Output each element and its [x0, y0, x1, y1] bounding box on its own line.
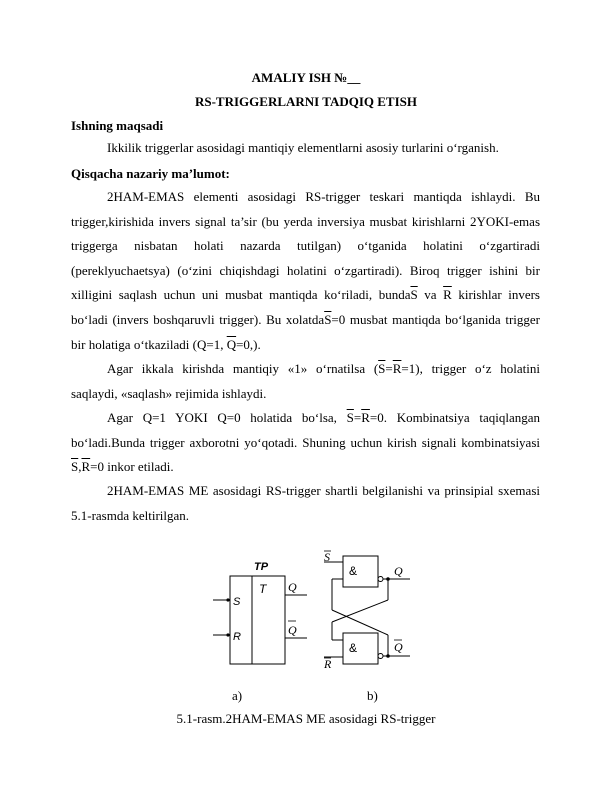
- p2-text-a: Agar ikkala kirishda mantiqiy «1» o‘rnatilsa (: [107, 361, 379, 376]
- p1-s-bar-2: $\overline{S}$: [324, 311, 332, 327]
- p1-text-a: 2HAM-EMAS elementi asosidagi RS-trigger teskari mantiqda ishlaydi. Bu trigger,kirishida invers signal ta’sir (bu yerda inversiya musbat kirishlarni 2YOKI-emas triggerga nisbatan holati nazarda tutilgan) o‘tganida holatini o‘zgartiradi (pereklyuchaetsya) (o‘zini chiqishdagi holatini o‘zgartiradi). Biroq trigger ishini bir xilligini saqlash uchun uni musbat mantiqda ko‘riladi, bunda: [71, 189, 540, 303]
- doc-subtitle: RS-TRIGGERLARNI TADQIQ ETISH: [194, 94, 417, 109]
- theory-paragraph-4: 2HAM-EMAS ME asosidagi RS-trigger shartli belgilanishi va prinsipial sxemasi 5.1-rasmda keltirilgan.: [71, 483, 540, 523]
- scheme-q-label: Q: [394, 564, 403, 578]
- symbol-r-label: R: [233, 631, 241, 643]
- scheme-r-bar-label: R: [324, 657, 332, 671]
- figure-label-b: b): [367, 688, 378, 703]
- symbol-t-label: T: [259, 582, 267, 596]
- p3-text-b: =: [353, 410, 362, 425]
- feedback-qbar: [332, 610, 388, 635]
- theory-paragraph-1: [71, 185, 540, 357]
- p2-r-bar: $\overline{R}$: [392, 361, 402, 376]
- p1-r-bar: $\overline{R}$: [443, 287, 452, 303]
- p3-r-bar-2: $\overline{R}$: [81, 459, 91, 475]
- top-inversion-bubble: [378, 577, 383, 582]
- figure-caption: 5.1-rasm.2HAM-EMAS ME asosidagi RS-trigger: [176, 711, 436, 726]
- doc-title: AMALIY ISH №__: [251, 70, 361, 85]
- p1-text-c: kirishlar invers bo‘ladi (invers boshqaruvli trigger). Bu xolatda: [71, 287, 540, 327]
- p1-s-bar: $\overline{S}$: [410, 287, 418, 303]
- p2-text-c: =1), trigger o‘z holatini saqlaydi, «saqlash» rejimida ishlaydi.: [71, 361, 540, 401]
- nand-bottom-and-label: &: [349, 641, 358, 655]
- p3-s-bar-2: $\overline{S}$: [71, 459, 79, 475]
- p3-text-c: =0. Kombinatsiya taqiqlangan bo‘ladi.Bunda trigger axborotni yo‘qotadi. Shuning uchun kirish signali kombinatsiyasi: [71, 410, 540, 450]
- symbol-s-label: S: [233, 596, 241, 608]
- feedback-q: [332, 600, 388, 622]
- goal-text: Ikkilik triggerlar asosidagi mantiqiy elementlarni asosiy turlarini o‘rganish.: [107, 140, 499, 155]
- heading-goal: Ishning maqsadi: [71, 118, 164, 133]
- theory-paragraph-2: [71, 357, 540, 406]
- scheme-s-bar-label: S: [324, 550, 330, 564]
- p1-text-b: va: [417, 287, 444, 303]
- p3-text-d: ,: [78, 459, 82, 475]
- nand-top-and-label: &: [349, 564, 358, 578]
- figure-label-a: a): [232, 688, 243, 703]
- p3-s-bar: $\overline{S}$: [346, 410, 354, 425]
- bottom-inversion-bubble: [378, 654, 383, 659]
- symbol-qbar-label: Q: [288, 623, 297, 637]
- symbol-box: [230, 576, 285, 664]
- nand-rs-scheme: [318, 550, 418, 675]
- p3-text-e: =0 inkor etiladi.: [90, 459, 174, 475]
- p2-text-b: =: [385, 361, 393, 376]
- p1-q-bar: $\overline{Q}$: [226, 336, 237, 352]
- p1-text-e: =0,).: [236, 336, 261, 352]
- p2-s-bar: $\overline{S}$: [378, 361, 386, 376]
- symbol-q-label: Q: [288, 580, 297, 594]
- theory-paragraph-3: [71, 406, 540, 480]
- p3-text-a: Agar Q=1 YOKI Q=0 holatida bo‘lsa,: [107, 410, 347, 425]
- p1-text-d: =0 musbat mantiqda bo‘lganida trigger bir holatiga o‘tkaziladi (Q=1,: [71, 311, 540, 352]
- heading-theory: Qisqacha nazariy ma’lumot:: [71, 166, 230, 181]
- p3-r-bar: $\overline{R}$: [361, 410, 370, 425]
- symbol-tp-label: TP: [254, 561, 269, 573]
- scheme-qbar-label: Q: [394, 640, 403, 654]
- rs-trigger-symbol: [210, 555, 315, 670]
